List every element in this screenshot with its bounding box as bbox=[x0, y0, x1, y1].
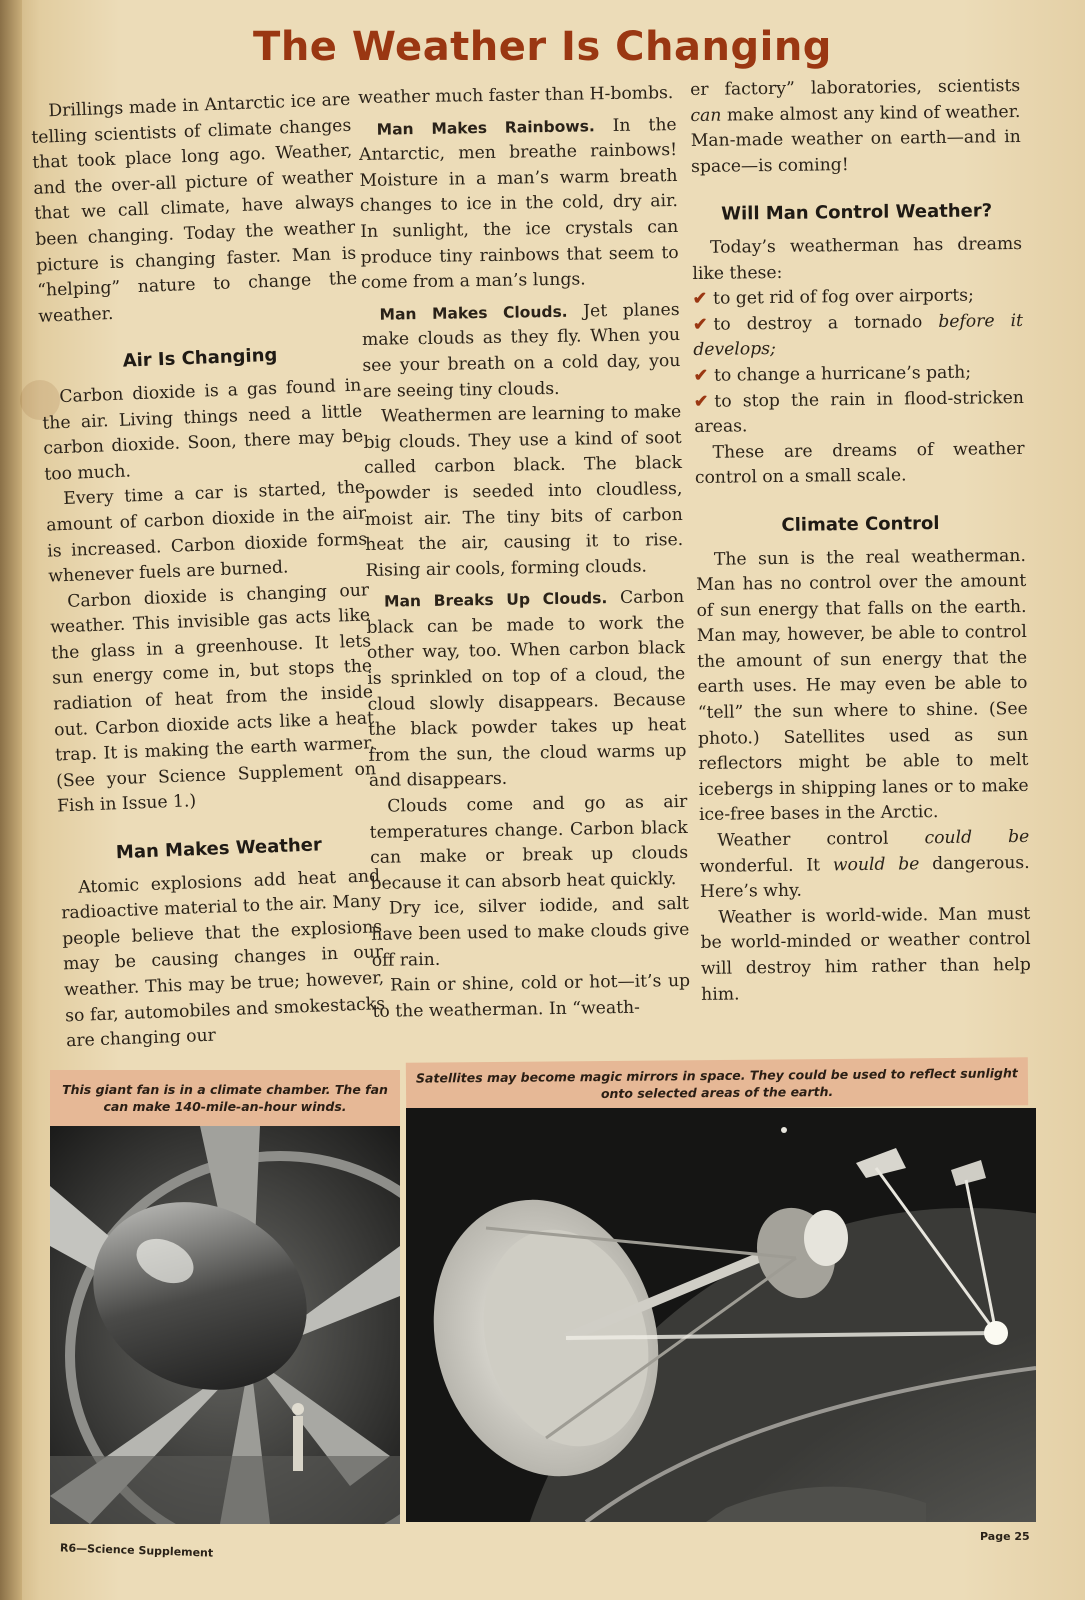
weather-control-paragraph bbox=[699, 825, 1030, 906]
continued-text-b: make almost any kind of weather. Man-made weather on earth—and in space—is coming! bbox=[690, 101, 1021, 177]
heading-man-makes-weather: Man Makes Weather bbox=[115, 834, 323, 864]
bullet-tornado-text: to destroy a tornado bbox=[713, 311, 923, 335]
binding-spine bbox=[0, 0, 22, 1600]
final-paragraph: Weather is world-wide. Man must be world-minded or weather control will destroy him rather than help him. bbox=[700, 903, 1031, 1005]
bullet-hurricane-text: to change a hurricane’s path; bbox=[713, 362, 972, 386]
clouds-paragraph bbox=[361, 298, 681, 405]
check-icon: ✔ bbox=[693, 365, 709, 386]
footer-section-label: R6—Science Supplement bbox=[59, 1541, 214, 1560]
clouds-text: Jet planes make clouds as they fly. When you see your breath on a cold day, you are seeing tiny clouds. bbox=[361, 299, 681, 402]
dry-ice-paragraph: Dry ice, silver iodide, and salt have been used to make clouds give off rain. bbox=[371, 894, 690, 971]
rain-or-shine-paragraph: Rain or shine, cold or hot—it’s up to the weatherman. In “weath- bbox=[372, 971, 691, 1022]
continued-text-col3 bbox=[690, 74, 1021, 180]
check-icon: ✔ bbox=[692, 288, 708, 310]
weather-paragraph-1: Atomic explosions add heat and radioactive material to the air. Many people believe that the explosions may be causing changes in our weather. This may be true; however, so far, automobiles and smokestacks are changing our bbox=[60, 865, 386, 1052]
giant-fan-photo bbox=[50, 1126, 400, 1524]
bullet-tornado bbox=[693, 309, 1024, 364]
bullet-rain-text: to stop the rain in flood-stricken areas. bbox=[694, 387, 1025, 438]
satellite-mirrors-illustration bbox=[406, 1108, 1036, 1522]
check-icon: ✔ bbox=[692, 314, 708, 335]
satellite-mirrors-photo bbox=[406, 1108, 1036, 1522]
satellite-photo-caption: Satellites may become magic mirrors in space. They could be used to reflect sunlight onto selected areas of the earth. bbox=[406, 1057, 1028, 1110]
rainbows-text: In the Antarctic, men breathe rainbows! Moisture in a man’s warm breath changes to ice in the cold, dry air. In sunlight, the ice crystals can produce tiny rainbows that seem to come from a man’s lungs. bbox=[358, 114, 679, 294]
wc-text-a: Weather control bbox=[717, 828, 889, 851]
check-icon: ✔ bbox=[693, 391, 709, 412]
heading-air-is-changing: Air Is Changing bbox=[122, 345, 278, 372]
air-paragraph-1: Carbon dioxide is a gas found in the air. Living things need a little carbon dioxide. Soon, there may be too much. bbox=[42, 375, 364, 485]
air-paragraph-2: Every time a car is started, the amount of carbon dioxide in the air is increased. Carbon dioxide forms whenever fuels are burned. bbox=[45, 477, 368, 587]
dreams-intro: Today’s weatherman has dreams like these: bbox=[692, 233, 1023, 284]
giant-fan-illustration bbox=[50, 1126, 400, 1524]
intro-paragraph: Drillings made in Antarctic ice are telling scientists of climate changes that took place long ago. Weather, and the over-all picture of weather that we call climate, have always been changing. Today the weather picture is changing faster. Man is “helping” nature to change the weather. bbox=[31, 89, 358, 327]
continued-text-can: can bbox=[690, 105, 722, 126]
bullet-hurricane bbox=[693, 360, 1023, 390]
clouds-paragraph-2: Weathermen are learning to make big clouds. They use a kind of soot called carbon black. The black powder is seeded into cloudless, moist air. The tiny bits of carbon heat the air, causing it to rise. Rising air cools, forming clouds. bbox=[363, 402, 684, 581]
bullet-fog-text: to get rid of fog over airports; bbox=[712, 285, 974, 309]
wc-emphasis-2: would be bbox=[832, 853, 920, 875]
column-3 bbox=[690, 74, 1031, 1008]
continued-text: weather much faster than H-bombs. bbox=[358, 83, 674, 108]
wc-text-b: wonderful. It bbox=[699, 855, 821, 877]
dreams-outro: These are dreams of weather control on a small scale. bbox=[694, 438, 1025, 489]
wc-text-c: dangerous. Here’s why. bbox=[699, 852, 1030, 903]
bullet-fog bbox=[693, 283, 1023, 313]
bullet-tornado-emphasis: before it develops; bbox=[693, 310, 1024, 361]
fan-photo-caption: This giant fan is in a climate chamber. The fan can make 140-mile-an-hour winds. bbox=[50, 1070, 400, 1126]
rainbows-paragraph bbox=[358, 113, 679, 297]
clouds-runin-heading: Man Makes Clouds. bbox=[379, 302, 568, 324]
climate-paragraph-1: The sun is the real weatherman. Man has no control over the amount of sun energy that falls on the earth. Man may, however, be able to control the amount of sun energy that the earth uses. He may even be able to “tell” the sun where to shine. (See photo.) Satellites used as sun reflectors might be able to melt icebergs in shipping lanes or to make ice-free bases in the Arctic. bbox=[696, 545, 1029, 826]
heading-will-man-control: Will Man Control Weather? bbox=[721, 200, 993, 226]
bullet-rain bbox=[694, 385, 1025, 440]
column-1 bbox=[30, 88, 386, 1055]
page-number: Page 25 bbox=[980, 1530, 1030, 1543]
wc-emphasis-1: could be bbox=[924, 826, 1030, 849]
page-title: The Weather Is Changing bbox=[253, 24, 832, 70]
breaks-text: Carbon black can be made to work the other way, too. When carbon black is sprinkled on top of a cloud, the cloud slowly disappears. Because the black powder takes up heat from the sun, the cloud warms up and disappears. bbox=[366, 587, 687, 792]
breaks-runin-heading: Man Breaks Up Clouds. bbox=[383, 589, 608, 611]
column-2 bbox=[358, 81, 691, 1025]
breaks-paragraph bbox=[366, 585, 687, 795]
continued-text-a: er factory” laboratories, scientists bbox=[690, 75, 1021, 100]
air-paragraph-3: Carbon dioxide is changing our weather. This invisible gas acts like the glass in a greenhouse. It lets sun energy come in, but stops the radiation of heat from the inside out. Carbon dioxide acts like a heat trap. It is making the earth warmer. (See your Science Supplement on Fish in Issue 1.) bbox=[49, 580, 377, 817]
clouds-come-paragraph: Clouds come and go as air temperatures change. Carbon black can make or break up clouds because it can absorb heat quickly. bbox=[369, 791, 689, 894]
rainbows-runin-heading: Man Makes Rainbows. bbox=[376, 116, 595, 139]
heading-climate-control: Climate Control bbox=[781, 512, 940, 536]
